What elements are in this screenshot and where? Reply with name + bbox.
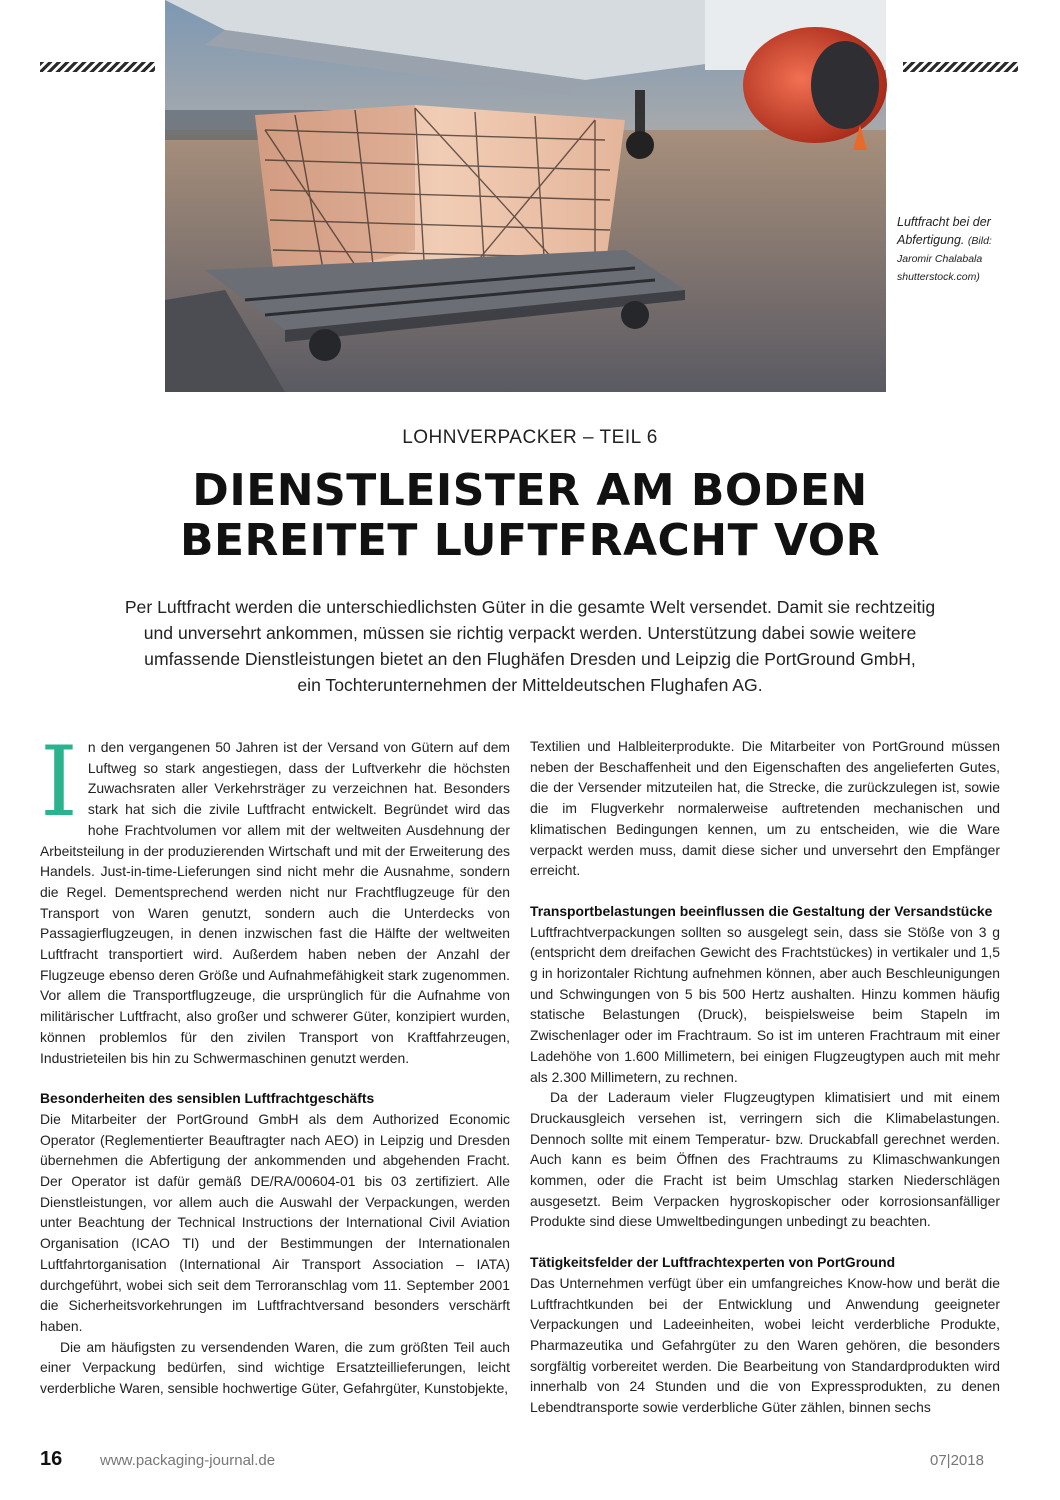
caption-line-1: Luftfracht bei der (897, 215, 991, 229)
page-number: 16 (40, 1448, 63, 1470)
headline-line-2: BEREITET LUFTFRACHT VOR (179, 515, 881, 566)
body-column-left (40, 726, 510, 1399)
lead-line-4: ein Tochterunternehmen der Mitteldeutschen Flughafen AG. (297, 675, 763, 695)
body-paragraph-3: Die am häufigsten zu versendenden Waren, die zum größten Teil auch einer Verpackung bedürfen, sind wichtige Ersatzteillieferungen, leicht verderbliche Waren, sensible hochwertige Güter, Gefahrgüter, Kunstobjekte, (40, 1338, 510, 1397)
headline-line-1: DIENSTLEISTER AM BODEN (192, 465, 868, 516)
lead-line-1: Per Luftfracht werden die unterschiedlichsten Güter in die gesamte Welt versendet. Damit sie rechtzeitig (124, 597, 936, 617)
article-lead (50, 594, 1010, 698)
subheading-2: Transportbelastungen beeinflussen die Gestaltung der Versandstücke (530, 902, 993, 919)
lead-line-2: und unversehrt ankommen, müssen sie richtig verpackt werden. Unterstützung dabei sowie weitere (143, 623, 917, 643)
hero-photo-air-cargo (165, 0, 886, 392)
lead-line-3: umfassende Dienstleistungen bietet an den Flughäfen Dresden und Leipzig die PortGround GmbH, (144, 649, 916, 669)
body-column-right (530, 737, 1000, 1416)
caption-line-2: Abfertigung. (Bild: (897, 233, 992, 247)
drop-cap: I (40, 726, 78, 838)
photo-caption (897, 213, 1037, 286)
article-headline (0, 466, 1060, 566)
footer-issue: 07|2018 (930, 1452, 984, 1469)
subheading-3: Tätigkeitsfelder der Luftfrachtexperten von PortGround (530, 1254, 896, 1271)
decorative-stripes-right (903, 62, 1018, 72)
body-paragraph-6: Das Unternehmen verfügt über ein umfangreiches Know-how und berät die Luftfrachtkunden bei der Entwicklung und Anwendung geeigneter Verpackungen und Ladeeinheiten, wobei leicht verderbliche Produkte, Pharmazeutika und Gefahrgüter zu den Waren gehören, die besonders sorgfältig vorbereitet werden. Die Bearbeitung von Standardprodukten wird innerhalb von 24 Stunden und die von Expressprodukten, zu denen Lebendtransporte sowie verderbliche Güter zählen, binnen sechs (530, 1274, 1000, 1416)
subheading-1: Besonderheiten des sensiblen Luftfrachtgeschäfts (40, 1090, 375, 1107)
caption-line-4: shutterstock.com) (897, 271, 980, 283)
series-kicker: LOHNVERPACKER – TEIL 6 (402, 427, 658, 448)
footer-url: www.packaging-journal.de (100, 1452, 276, 1469)
body-paragraph-1: In den vergangenen 50 Jahren ist der Versand von Gütern auf dem Luftweg so stark angestiegen, dass der Luftverkehr die höchsten Zuwachsraten aller Verkehrsträger zu verzeichnen hat. Besonders stark hat sich die zivile Luftfracht entwickelt. Begründet wird das hohe Frachtvolumen vor allem mit der weltweiten Ausdehnung der Arbeitsteilung in der produzierenden Wirtschaft und mit der Erweiterung des Handels. Just-in-time-Lieferungen sind nicht mehr die Ausnahme, sondern die Regel. Dementsprechend werden nicht nur Frachtflugzeuge für den Transport von Waren genutzt, sondern auch die Unterdecks von Passagierflugzeugen, in denen inzwischen fast die Hälfte der weltweiten Luftfracht transportiert wird. Außerdem haben neben der Anzahl der Flugzeuge ebenso deren Größe und Aufnahmefähigkeit stark zugenommen. Vor allem die Transportflugzeuge, die ursprünglich für die Aufnahme von militärischer Luftfracht, also großer und schwerer Güter, konzipiert wurden, können problemlos für den zivilen Transport von Kraftfahrzeugen, Industrieteilen bis hin zu Schwermaschinen genutzt werden. (40, 726, 510, 1066)
body-paragraph-5: Da der Laderaum vieler Flugzeugtypen klimatisiert und mit einem Druckausgleich versehen ist, verringern sich die Klimabelastungen. Dennoch sollte mit einem Temperatur- bzw. Druckabfall gerechnet werden. Auch kann es beim Öffnen des Frachtraums zu Klimaschwankungen kommen, oder die Fracht ist beim Umschlag starken Niederschlägen ausgesetzt. Beim Verpacken hygroskopischer oder korrosionsanfälliger Produkte sind diese Umweltbedingungen unbedingt zu beachten. (530, 1089, 1000, 1230)
body-paragraph-2: Die Mitarbeiter der PortGround GmbH als dem Authorized Economic Operator (Reglementierter Beauftragter nach AEO) in Leipzig und Dresden übernehmen die Abfertigung der ankommenden und abgehenden Fracht. Der Operator ist dafür gemäß DE/RA/00604-01 bis 03 zertifiziert. Alle Dienstleistungen, vor allem auch die Auswahl der Verpackungen, werden unter Beachtung der Technical Instructions der International Civil Aviation Organisation (ICAO TI) und der Bestimmungen der Internationalen Luftfahrtorganisation (International Air Transport Association – IATA) durchgeführt, wobei sich seit dem Terroranschlag vom 11. September 2001 die Sicherheitsvorkehrungen im Luftfrachtversand besonders verschärft haben. (40, 1110, 510, 1334)
body-paragraph-3-continued: Textilien und Halbleiterprodukte. Die Mitarbeiter von PortGround müssen neben der Beschaffenheit und den Eigenschaften des angelieferten Gutes, die der Versender mitzuteilen hat, die Strecke, die zurückzulegen ist, sowie die im Flugverkehr normalerweise auftretenden mechanischen und klimatischen Bedingungen kennen, um zu entscheiden, wie die Ware verpackt werden muss, damit diese sicher und unversehrt den Empfänger erreicht. (530, 738, 1000, 879)
caption-line-3: Jaromir Chalabala (897, 253, 983, 265)
decorative-stripes-left (40, 62, 155, 72)
body-paragraph-4: Luftfrachtverpackungen sollten so ausgelegt sein, dass sie Stöße von 3 g (entspricht dem dreifachen Gewicht des Frachtstückes) in vertikaler und 1,5 g in horizontaler Richtung aufnehmen können, aber auch Beschleunigungen und Schwingungen von 5 bis 500 Hertz aushalten. Hinzu kommen häufig statische Belastungen (Druck), beispielsweise beim Stapeln im Zwischenlager oder im Frachtraum. So ist im unteren Frachtraum mit einer Ladehöhe von 1.600 Millimetern, bei einigen Flugzeugtypen auch mit mehr als 2.300 Millimetern, zu rechnen. (530, 923, 1000, 1085)
